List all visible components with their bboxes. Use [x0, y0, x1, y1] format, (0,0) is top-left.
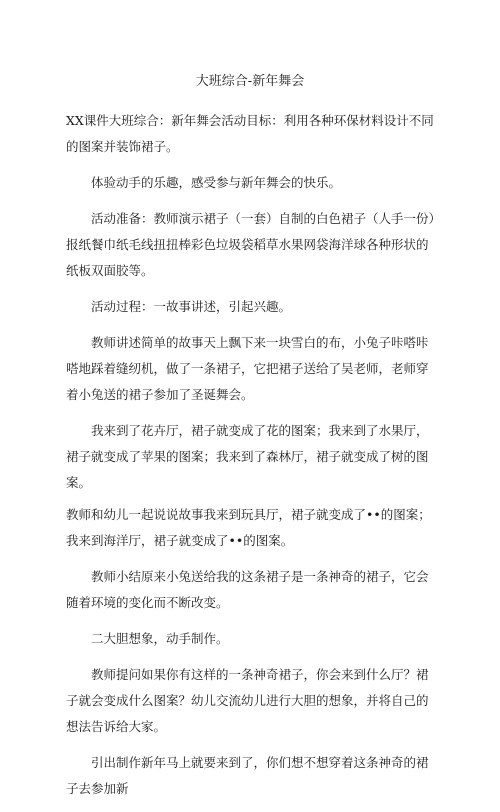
paragraph-lead-in: 引出制作新年马上就要来到了，你们想不想穿着这条神奇的裙子去参加新 — [66, 755, 429, 796]
paragraph-objectives: XX课件大班综合：新年舞会活动目标：利用各种环保材料设计不同的图案并装饰裙子。 — [66, 113, 434, 154]
paragraph-rooms: 我来到了花卉厅，裙子就变成了花的图案；我来到了水果厅，裙子就变成了苹果的图案；我来到了森林厅，裙子就变成了树的图案。 — [66, 423, 429, 490]
paragraph-summary: 教师小结原来小兔送给我的这条裙子是一条神奇的裙子，它会随着环境的变化而不断改变。 — [66, 569, 429, 610]
paragraph-section-two: 二大胆想象，动手制作。 — [91, 631, 229, 646]
document-title: 大班综合-新年舞会 — [195, 74, 305, 89]
paragraph-process-heading: 活动过程：一故事讲述，引起兴趣。 — [91, 299, 292, 314]
paragraph-discussion: 教师和幼儿一起说说故事我来到玩具厅，裙子就变成了••的图案；我来到海洋厅，裙子就变成了••的图案。 — [66, 507, 431, 548]
paragraph-question: 教师提问如果你有这样的一条神奇裙子，你会来到什么厅？裙子就会变成什么图案？幼儿交流幼儿进行大胆的想象，并将自己的想法告诉给大家。 — [66, 667, 429, 734]
paragraph-goal-experience: 体验动手的乐趣，感受参与新年舞会的快乐。 — [91, 175, 342, 190]
document-body — [66, 108, 438, 812]
paragraph-preparation: 活动准备：教师演示裙子（一套）自制的白色裙子（人手一份）报纸餐巾纸毛线扭扭棒彩色垃圾袋稻草水果网袋海洋球各种形状的纸板双面胶等。 — [66, 211, 435, 278]
paragraph-story: 教师讲述简单的故事天上飘下来一块雪白的布，小兔子咔嗒咔嗒地踩着缝纫机，做了一条裙子，它把裙子送给了吴老师，老师穿着小兔送的裙子参加了圣诞舞会。 — [66, 335, 429, 402]
